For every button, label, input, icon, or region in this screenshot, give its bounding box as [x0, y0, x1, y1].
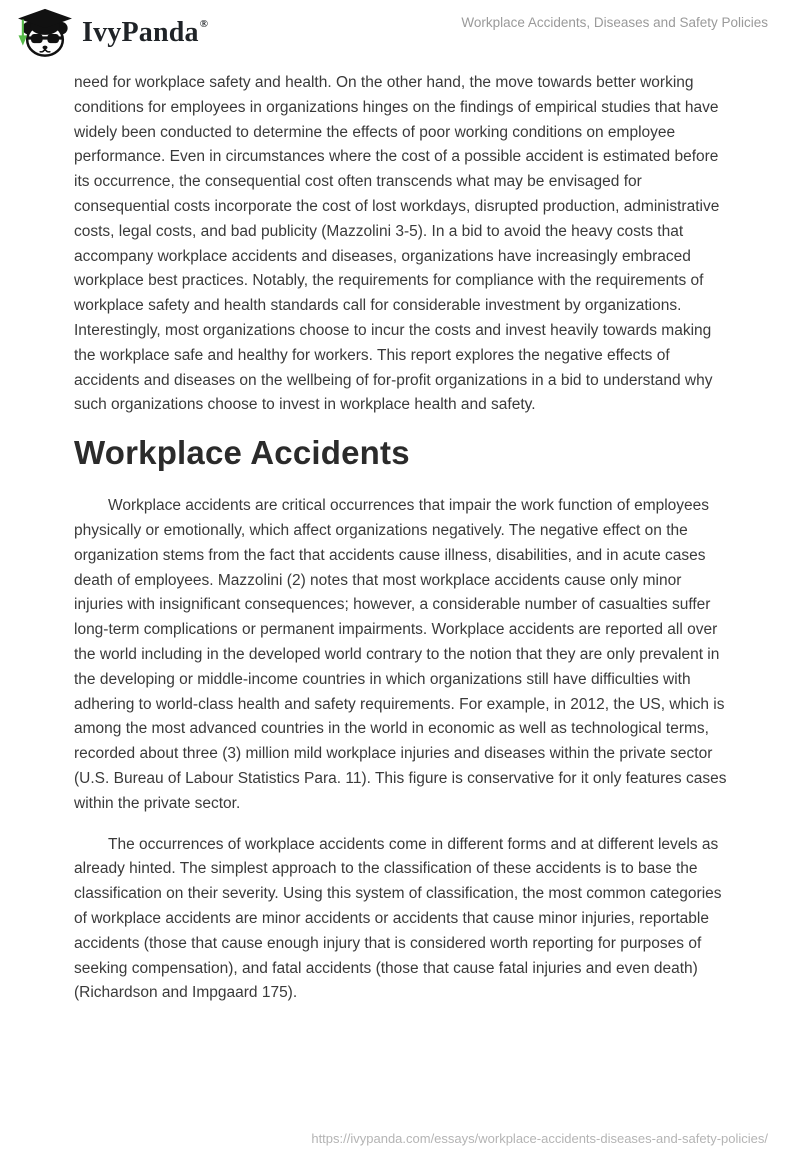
source-url[interactable]: https://ivypanda.com/essays/workplace-accidents-diseases-and-safety-policies/ — [311, 1131, 768, 1146]
ivypanda-logo[interactable] — [16, 7, 207, 59]
article-body — [74, 71, 728, 1022]
registered-trademark: ® — [199, 18, 208, 30]
panda-graduate-icon — [16, 7, 74, 59]
body-paragraph-1: Workplace accidents are critical occurrences that impair the work function of employees physically or emotionally, which affect organizations negatively. The negative effect on the organization stems from the fact that accidents cause illness, disabilities, and in acute cases death of employees. Mazzolini (2) notes that most workplace accidents cause only minor injuries with insignificant consequences; however, a considerable number of casualties suffer long-term complications or permanent impairments. Workplace accidents are reported all over the world including in the developed world contrary to the notion that they are only prevalent in the developing or middle-income countries in which organizations still have difficulties with adhering to world-class health and safety requirements. For example, in 2012, the US, which is among the most advanced countries in the world in economic as well as technological terms, recorded about three (3) million mild workplace injuries and diseases within the private sector (U.S. Bureau of Labour Statistics Para. 11). This figure is conservative for it only features cases within the private sector. — [74, 497, 727, 812]
document-title: Workplace Accidents, Diseases and Safety Policies — [461, 15, 768, 30]
section-heading: Workplace Accidents — [74, 434, 410, 472]
page-footer — [311, 1130, 768, 1148]
intro-paragraph: need for workplace safety and health. On the other hand, the move towards better working conditions for employees in organizations hinges on the findings of empirical studies that have widely been conducted to determine the effects of poor working conditions on employee performance. Even in circumstances where the cost of a possible accident is estimated before its occurrence, the consequential cost often transcends what may be envisaged for consequential costs incorporate the cost of lost workdays, disrupted production, administrative costs, legal costs, and bad publicity (Mazzolini 3-5). In a bid to avoid the heavy costs that accompany workplace accidents and diseases, organizations have increasingly embraced workplace best practices. Notably, the requirements for compliance with the requirements of workplace safety and health standards call for considerable investment by organizations. Interestingly, most organizations choose to incur the costs and invest heavily towards making the workplace safe and healthy for workers. This report explores the negative effects of accidents and diseases on the wellbeing of for-profit organizations in a bid to understand why such organizations choose to invest in workplace health and safety. — [74, 74, 720, 414]
logo-text: IvyPanda — [82, 17, 199, 48]
page-header — [0, 0, 800, 64]
body-paragraph-2: The occurrences of workplace accidents come in different forms and at different levels as already hinted. The simplest approach to the classification of these accidents is to base the classification on their severity. Using this system of classification, the most common categories of workplace accidents are minor accidents or accidents that cause minor injuries, reportable accidents (those that cause enough injury that is considered worth reporting for purposes of seeking compensation), and fatal accidents (those that cause fatal injuries and even death) (Richardson and Impgaard 175). — [74, 835, 722, 1002]
